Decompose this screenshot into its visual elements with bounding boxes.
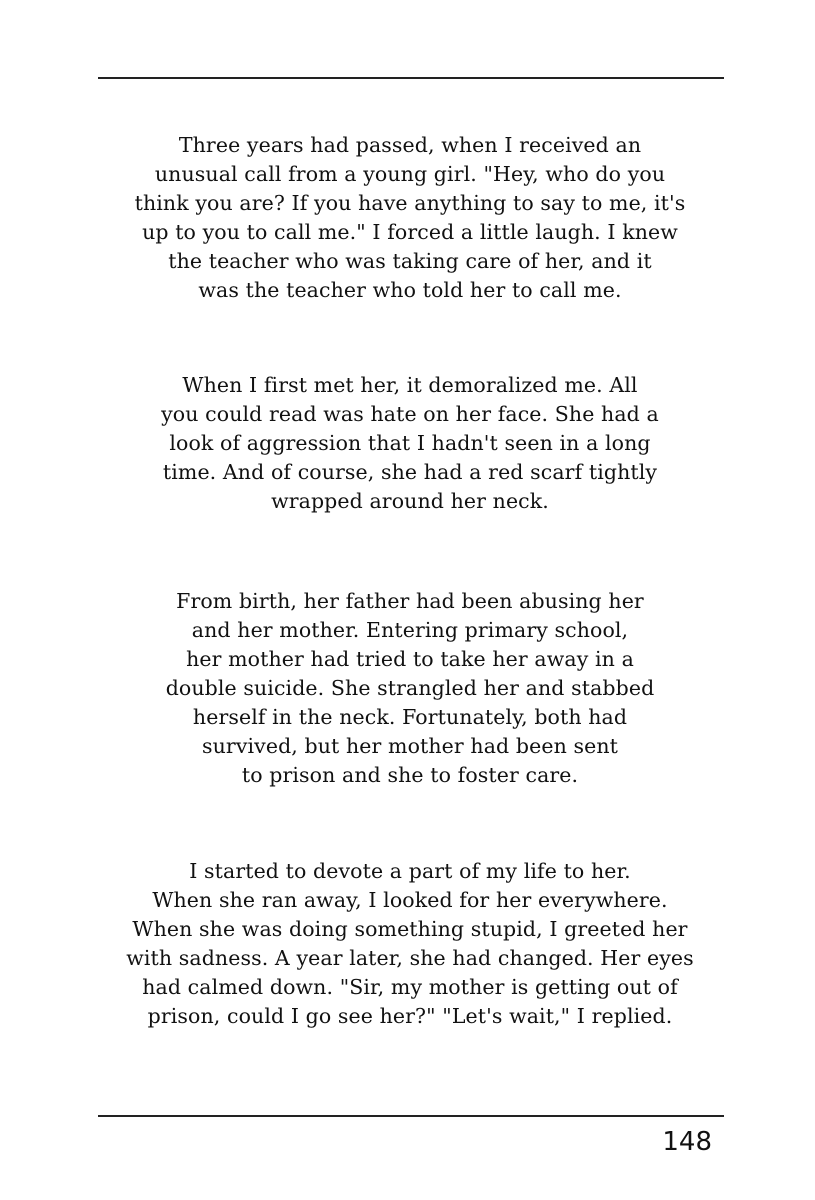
paragraph-line: to prison and she to foster care. (241, 763, 579, 787)
paragraph-line: When she ran away, I looked for her everywhere. (152, 888, 668, 912)
paragraph-line: herself in the neck. Fortunately, both had (192, 705, 628, 729)
paragraph-line: you could read was hate on her face. She had a (161, 402, 659, 426)
paragraph-line: I started to devote a part of my life to her. (189, 859, 631, 883)
paragraph-2 (95, 371, 725, 516)
paragraph-line: unusual call from a young girl. "Hey, who do you (154, 162, 666, 186)
bottom-rule (98, 1115, 724, 1117)
paragraph-line: up to you to call me." I forced a little laugh. I knew (142, 220, 678, 244)
paragraph-line: time. And of course, she had a red scarf tightly (162, 460, 658, 484)
paragraph-line: was the teacher who told her to call me. (198, 278, 622, 302)
paragraph-line: Three years had passed, when I received an (178, 133, 642, 157)
page-number: 148 (662, 1127, 712, 1157)
paragraph-line: with sadness. A year later, she had changed. Her eyes (126, 946, 694, 970)
paragraph-3 (95, 587, 725, 790)
paragraph-line: When I first met her, it demoralized me. All (182, 373, 638, 397)
paragraph-line: think you are? If you have anything to say to me, it's (134, 191, 686, 215)
paragraph-line: prison, could I go see her?" "Let's wait," I replied. (147, 1004, 673, 1028)
paragraph-line: double suicide. She strangled her and stabbed (165, 676, 655, 700)
paragraph-line: When she was doing something stupid, I greeted her (132, 917, 688, 941)
paragraph-line: and her mother. Entering primary school, (191, 618, 629, 642)
paragraph-line: wrapped around her neck. (271, 489, 549, 513)
paragraph-4 (95, 857, 725, 1031)
paragraph-line: From birth, her father had been abusing her (176, 589, 644, 613)
paragraph-line: her mother had tried to take her away in a (186, 647, 634, 671)
paragraph-line: survived, but her mother had been sent (202, 734, 618, 758)
top-rule (98, 77, 724, 79)
paragraph-line: the teacher who was taking care of her, and it (168, 249, 652, 273)
paragraph-line: had calmed down. "Sir, my mother is getting out of (142, 975, 678, 999)
paragraph-1 (95, 131, 725, 305)
paragraph-line: look of aggression that I hadn't seen in a long (169, 431, 651, 455)
